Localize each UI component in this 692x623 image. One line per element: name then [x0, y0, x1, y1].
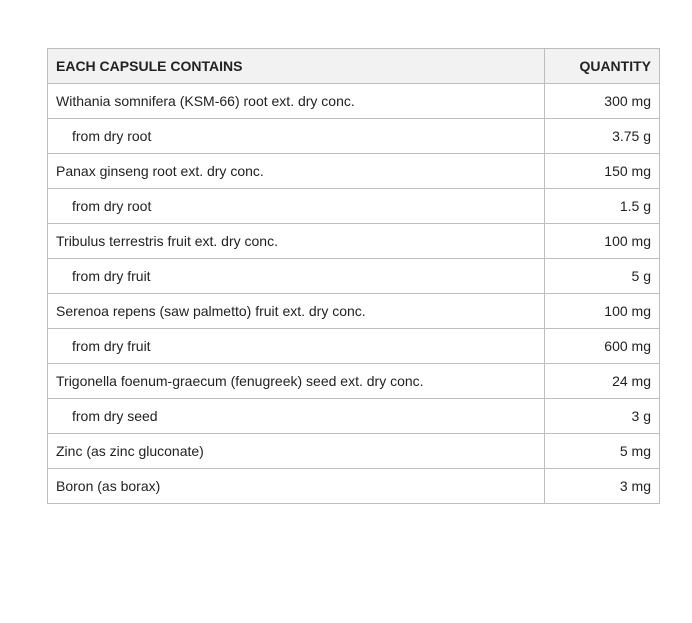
- ingredient-cell: Serenoa repens (saw palmetto) fruit ext. dry conc.: [48, 294, 545, 329]
- quantity-cell: 3 g: [545, 399, 660, 434]
- quantity-cell: 1.5 g: [545, 189, 660, 224]
- quantity-cell: 100 mg: [545, 224, 660, 259]
- table-row: [48, 434, 660, 469]
- ingredient-cell: from dry seed: [48, 399, 545, 434]
- ingredient-cell: from dry root: [48, 189, 545, 224]
- quantity-cell: 300 mg: [545, 84, 660, 119]
- ingredient-cell: from dry fruit: [48, 329, 545, 364]
- ingredient-cell: Panax ginseng root ext. dry conc.: [48, 154, 545, 189]
- quantity-cell: 150 mg: [545, 154, 660, 189]
- quantity-cell: 5 g: [545, 259, 660, 294]
- ingredients-table: [47, 48, 660, 504]
- table-body: [48, 84, 660, 504]
- table-row: [48, 399, 660, 434]
- quantity-cell: 3 mg: [545, 469, 660, 504]
- ingredient-cell: Zinc (as zinc gluconate): [48, 434, 545, 469]
- ingredient-cell: Withania somnifera (KSM-66) root ext. dry conc.: [48, 84, 545, 119]
- quantity-column-header: QUANTITY: [545, 49, 660, 84]
- ingredient-cell: Tribulus terrestris fruit ext. dry conc.: [48, 224, 545, 259]
- quantity-cell: 3.75 g: [545, 119, 660, 154]
- ingredients-table-container: [47, 48, 659, 504]
- table-row: [48, 84, 660, 119]
- ingredient-column-header: EACH CAPSULE CONTAINS: [48, 49, 545, 84]
- quantity-cell: 24 mg: [545, 364, 660, 399]
- quantity-cell: 600 mg: [545, 329, 660, 364]
- table-row: [48, 154, 660, 189]
- table-row: [48, 329, 660, 364]
- table-row: [48, 294, 660, 329]
- table-row: [48, 224, 660, 259]
- ingredient-cell: Trigonella foenum-graecum (fenugreek) seed ext. dry conc.: [48, 364, 545, 399]
- table-header-row: [48, 49, 660, 84]
- table-row: [48, 259, 660, 294]
- table-row: [48, 364, 660, 399]
- table-row: [48, 469, 660, 504]
- table-row: [48, 119, 660, 154]
- table-row: [48, 189, 660, 224]
- ingredient-cell: from dry fruit: [48, 259, 545, 294]
- quantity-cell: 5 mg: [545, 434, 660, 469]
- ingredient-cell: Boron (as borax): [48, 469, 545, 504]
- ingredient-cell: from dry root: [48, 119, 545, 154]
- quantity-cell: 100 mg: [545, 294, 660, 329]
